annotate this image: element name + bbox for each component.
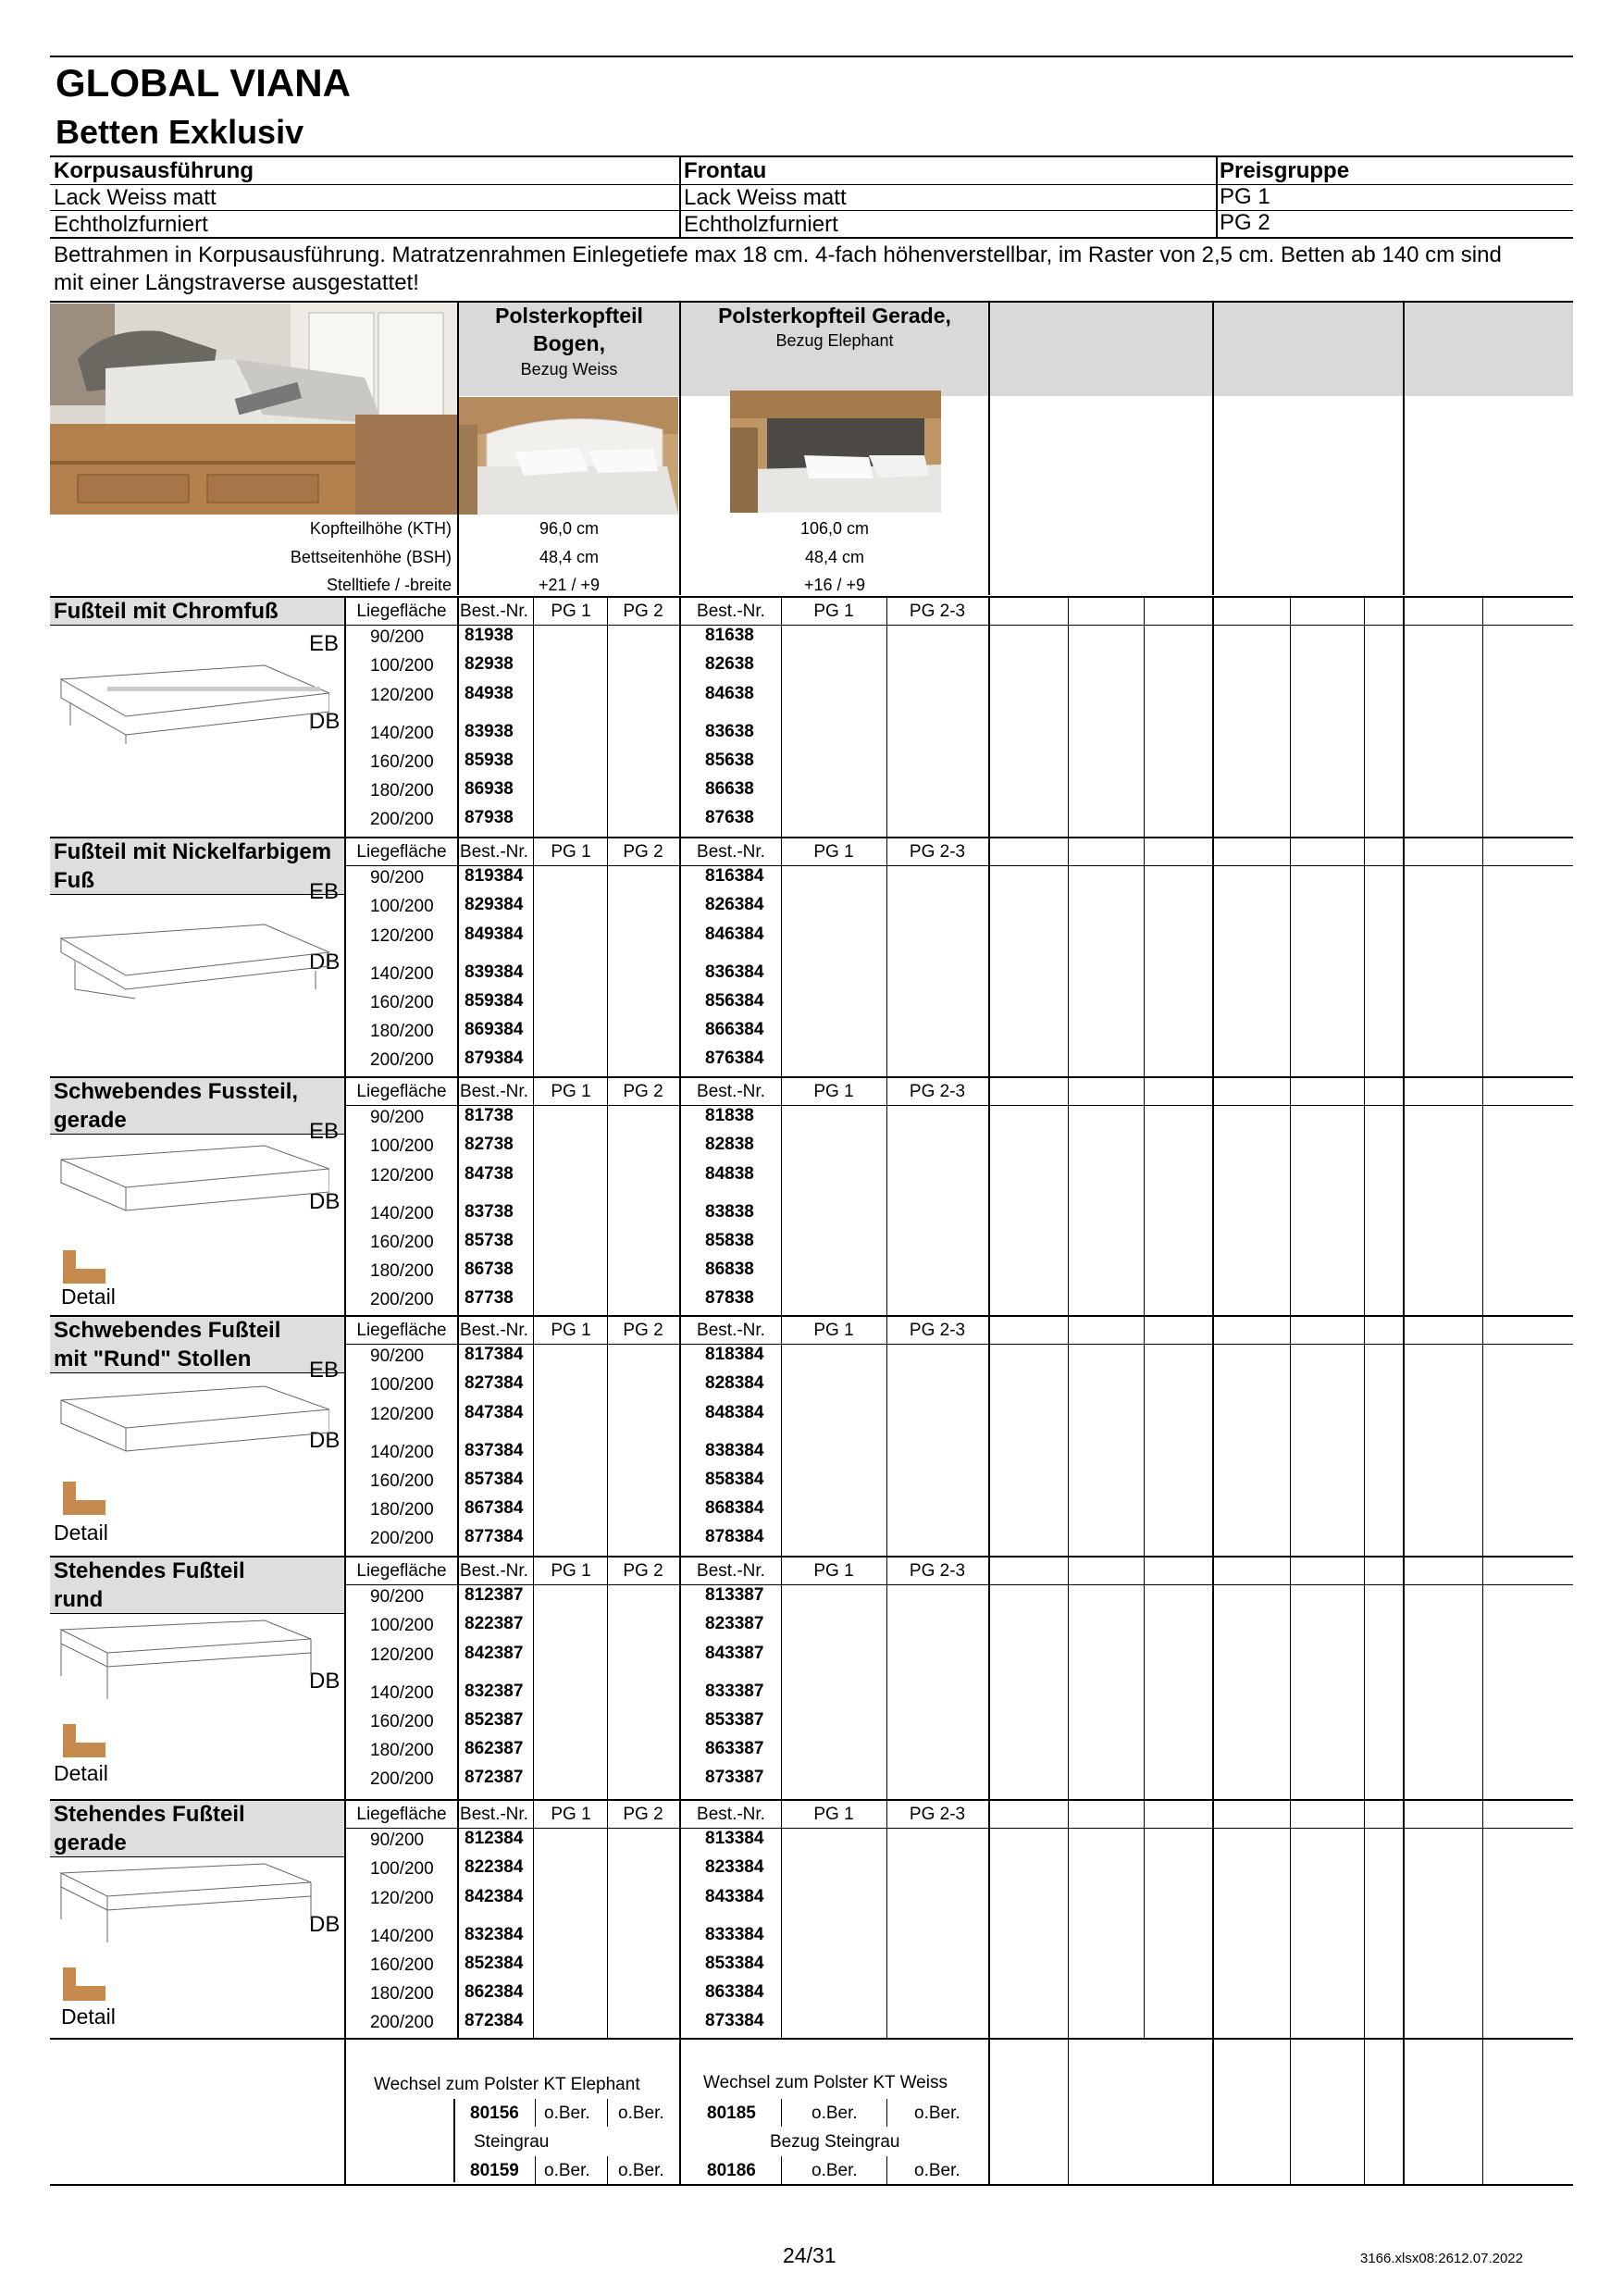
column-header: PG 2 [623, 1561, 663, 1581]
size-cell: 120/200 [370, 1645, 434, 1665]
order-number-v1: 83738 [465, 1202, 514, 1222]
order-number-v1: 86938 [465, 779, 514, 799]
column-header: Best.-Nr. [460, 1321, 528, 1340]
order-number-v1: 822387 [465, 1614, 524, 1633]
spec-cell: Echtholzfurniert [684, 212, 838, 237]
dim-v2: +16 / +9 [803, 576, 866, 594]
column-header: PG 2-3 [909, 1321, 966, 1340]
wechsel-right-p1: o.Ber. [812, 2104, 858, 2123]
column-header: PG 1 [551, 1321, 591, 1340]
order-number-v1: 819384 [465, 866, 524, 886]
column-header: PG 2 [623, 842, 663, 862]
size-cell: 90/200 [370, 1831, 425, 1850]
section-title-2: gerade [54, 1831, 127, 1855]
order-number-v2: 833387 [705, 1682, 764, 1701]
variant1-photo [459, 397, 678, 515]
size-cell: 180/200 [370, 1500, 434, 1520]
footboard-drawing [52, 1141, 329, 1234]
order-number-v2: 813384 [705, 1829, 764, 1848]
column-header: PG 1 [813, 1561, 854, 1581]
size-cell: 120/200 [370, 1405, 434, 1424]
column-header: Liegefläche [356, 1082, 447, 1101]
order-number-v2: 87838 [705, 1288, 754, 1308]
order-number-v2: 866384 [705, 1020, 764, 1039]
order-number-v2: 876384 [705, 1049, 764, 1068]
order-number-v2: 85838 [705, 1231, 754, 1250]
order-number-v2: 86638 [705, 779, 754, 799]
dim-label: Stelltiefe / -breite [326, 576, 452, 594]
column-header: PG 1 [813, 1321, 854, 1340]
order-number-v1: 832387 [465, 1682, 524, 1701]
column-header: Best.-Nr. [460, 602, 528, 621]
description-line-2: mit einer Längstraverse ausgestattet! [54, 270, 419, 295]
order-number-v1: 877384 [465, 1527, 524, 1546]
wechsel-left-p2: o.Ber. [618, 2104, 664, 2123]
size-cell: 100/200 [370, 1616, 434, 1635]
order-number-v1: 85738 [465, 1231, 514, 1250]
size-cell: 100/200 [370, 1136, 434, 1156]
order-number-v1: 82938 [465, 654, 514, 674]
size-cell: 200/200 [370, 1050, 434, 1070]
column-header: Best.-Nr. [460, 1561, 528, 1581]
order-number-v2: 878384 [705, 1527, 764, 1546]
wechsel-left-sub: Steingrau [474, 2132, 550, 2152]
brand-title: GLOBAL VIANA [56, 61, 351, 105]
bed-photo [50, 304, 457, 515]
db-label: DB [309, 1912, 341, 1937]
eb-label: EB [309, 1358, 340, 1383]
size-cell: 160/200 [370, 1233, 434, 1252]
order-number-v1: 86738 [465, 1260, 514, 1279]
order-number-v1: 85938 [465, 751, 514, 770]
column-header: Liegefläche [356, 1805, 447, 1824]
order-number-v1: 879384 [465, 1049, 524, 1068]
order-number-v2: 853387 [705, 1710, 764, 1730]
column-header: PG 2-3 [909, 842, 966, 862]
spec-head-korpus: Korpusausführung [54, 158, 254, 183]
size-cell: 90/200 [370, 627, 425, 647]
order-number-v1: 827384 [465, 1373, 524, 1393]
order-number-v1: 87738 [465, 1288, 514, 1308]
section-title: Schwebendes Fussteil, [54, 1079, 299, 1104]
order-number-v2: 82838 [705, 1135, 754, 1154]
size-cell: 160/200 [370, 1955, 434, 1975]
order-number-v1: 872387 [465, 1768, 524, 1787]
order-number-v2: 818384 [705, 1345, 764, 1364]
size-cell: 100/200 [370, 1375, 434, 1395]
order-number-v1: 849384 [465, 925, 524, 944]
wechsel-right-title: Wechsel zum Polster KT Weiss [703, 2073, 948, 2092]
order-number-v1: 847384 [465, 1403, 524, 1422]
wechsel-left-nr1: 80156 [470, 2104, 519, 2123]
detail-profile-icon [61, 1480, 107, 1517]
column-header: Liegefläche [356, 1561, 447, 1581]
size-cell: 90/200 [370, 1587, 425, 1607]
detail-label: Detail [61, 2004, 116, 2029]
detail-profile-icon [61, 1722, 107, 1759]
column-header: Best.-Nr. [697, 1805, 765, 1824]
order-number-v1: 84938 [465, 684, 514, 703]
size-cell: 90/200 [370, 1347, 425, 1366]
section-title-2: rund [54, 1587, 104, 1612]
spec-cell: PG 2 [1220, 210, 1270, 235]
variant2-title: Polsterkopfteil Gerade, [718, 304, 951, 328]
wechsel-left-p1: o.Ber. [544, 2104, 590, 2123]
variant1-sub: Bezug Weiss [520, 360, 618, 379]
size-cell: 140/200 [370, 1927, 434, 1946]
order-number-v2: 863387 [705, 1739, 764, 1758]
order-number-v2: 84838 [705, 1164, 754, 1184]
size-cell: 140/200 [370, 1204, 434, 1223]
order-number-v1: 862387 [465, 1739, 524, 1758]
wechsel-left-nr2: 80159 [470, 2161, 519, 2180]
order-number-v2: 86838 [705, 1260, 754, 1279]
section-title: Fußteil mit Nickelfarbigem [54, 839, 332, 864]
size-cell: 160/200 [370, 1471, 434, 1491]
order-number-v2: 838384 [705, 1441, 764, 1460]
spec-head-front: Frontau [684, 158, 767, 183]
footboard-drawing [52, 1382, 329, 1474]
order-number-v2: 856384 [705, 991, 764, 1011]
spec-cell: PG 1 [1220, 184, 1270, 209]
section-title-2: gerade [54, 1108, 127, 1133]
column-header: PG 1 [551, 1561, 591, 1581]
size-cell: 120/200 [370, 1889, 434, 1908]
order-number-v2: 813387 [705, 1585, 764, 1605]
file-stamp: 3166.xlsx08:2612.07.2022 [1360, 2251, 1523, 2266]
order-number-v2: 82638 [705, 654, 754, 674]
order-number-v2: 816384 [705, 866, 764, 886]
size-cell: 200/200 [370, 1290, 434, 1309]
order-number-v1: 81938 [465, 626, 514, 645]
order-number-v2: 868384 [705, 1498, 764, 1518]
column-header: Best.-Nr. [697, 842, 765, 862]
order-number-v2: 826384 [705, 895, 764, 914]
wechsel-right-nr1: 80185 [707, 2104, 756, 2123]
column-header: PG 2-3 [909, 1561, 966, 1581]
order-number-v2: 858384 [705, 1470, 764, 1489]
wechsel-right-nr2: 80186 [707, 2161, 756, 2180]
db-label: DB [309, 1189, 341, 1214]
size-cell: 100/200 [370, 656, 434, 676]
wechsel-left-p3: o.Ber. [544, 2161, 590, 2180]
detail-profile-icon [61, 1248, 107, 1285]
size-cell: 120/200 [370, 1166, 434, 1185]
size-cell: 100/200 [370, 897, 434, 916]
wechsel-right-p4: o.Ber. [914, 2161, 960, 2180]
size-cell: 180/200 [370, 1022, 434, 1041]
order-number-v1: 842384 [465, 1887, 524, 1906]
order-number-v1: 832384 [465, 1925, 524, 1944]
variant2-sub: Bezug Elephant [775, 331, 894, 350]
wechsel-left-p4: o.Ber. [618, 2161, 664, 2180]
size-cell: 180/200 [370, 1261, 434, 1281]
size-cell: 100/200 [370, 1859, 434, 1879]
order-number-v1: 839384 [465, 962, 524, 982]
column-header: PG 1 [813, 602, 854, 621]
column-header: PG 1 [551, 842, 591, 862]
variant2-photo [730, 391, 941, 513]
order-number-v1: 817384 [465, 1345, 524, 1364]
section-title: Stehendes Fußteil [54, 1802, 245, 1827]
order-number-v1: 857384 [465, 1470, 524, 1489]
size-cell: 200/200 [370, 1769, 434, 1789]
order-number-v2: 873384 [705, 2011, 764, 2030]
order-number-v1: 842387 [465, 1644, 524, 1663]
size-cell: 160/200 [370, 752, 434, 772]
detail-profile-icon [61, 1966, 107, 2003]
column-header: Best.-Nr. [697, 1321, 765, 1340]
wechsel-right-p2: o.Ber. [914, 2104, 960, 2123]
db-label: DB [309, 949, 341, 974]
column-header: Liegefläche [356, 602, 447, 621]
size-cell: 120/200 [370, 686, 434, 705]
size-cell: 200/200 [370, 1529, 434, 1548]
order-number-v2: 836384 [705, 962, 764, 982]
order-number-v2: 84638 [705, 684, 754, 703]
order-number-v1: 87938 [465, 808, 514, 827]
size-cell: 200/200 [370, 810, 434, 829]
order-number-v1: 812384 [465, 1829, 524, 1848]
footboard-drawing [52, 1611, 329, 1704]
footboard-drawing [52, 652, 329, 744]
column-header: PG 1 [551, 602, 591, 621]
column-header: Best.-Nr. [697, 602, 765, 621]
order-number-v2: 83838 [705, 1202, 754, 1222]
size-cell: 90/200 [370, 1108, 425, 1127]
column-header: Best.-Nr. [460, 1805, 528, 1824]
order-number-v2: 833384 [705, 1925, 764, 1944]
variant1-title-1: Polsterkopfteil [495, 304, 643, 328]
order-number-v1: 82738 [465, 1135, 514, 1154]
order-number-v2: 843384 [705, 1887, 764, 1906]
size-cell: 180/200 [370, 1984, 434, 2004]
description-line-1: Bettrahmen in Korpusausführung. Matratzenrahmen Einlegetiefe max 18 cm. 4-fach höhenverstellbar, im Raster von 2,5 cm. Betten ab 140 cm sind [54, 242, 1502, 267]
size-cell: 140/200 [370, 724, 434, 743]
wechsel-left-title: Wechsel zum Polster KT Elephant [374, 2075, 640, 2094]
column-header: PG 1 [813, 1082, 854, 1101]
order-number-v2: 828384 [705, 1373, 764, 1393]
order-number-v1: 852384 [465, 1954, 524, 1973]
column-header: PG 2 [623, 1321, 663, 1340]
order-number-v1: 872384 [465, 2011, 524, 2030]
order-number-v1: 862384 [465, 1982, 524, 2002]
spec-head-preis: Preisgruppe [1220, 158, 1350, 183]
order-number-v1: 852387 [465, 1710, 524, 1730]
eb-label: EB [309, 1119, 340, 1144]
order-number-v2: 846384 [705, 925, 764, 944]
size-cell: 140/200 [370, 1443, 434, 1462]
detail-label: Detail [61, 1285, 116, 1309]
order-number-v2: 87638 [705, 808, 754, 827]
db-label: DB [309, 1669, 341, 1694]
column-header: Best.-Nr. [460, 1082, 528, 1101]
spec-cell: Echtholzfurniert [54, 212, 208, 237]
order-number-v2: 81638 [705, 626, 754, 645]
size-cell: 160/200 [370, 993, 434, 1012]
dim-v2: 106,0 cm [799, 519, 870, 538]
order-number-v2: 853384 [705, 1954, 764, 1973]
order-number-v2: 873387 [705, 1768, 764, 1787]
section-title-2: Fuß [54, 868, 94, 893]
column-header: PG 1 [551, 1082, 591, 1101]
order-number-v1: 84738 [465, 1164, 514, 1184]
order-number-v1: 81738 [465, 1106, 514, 1125]
variant1-title-2: Bogen, [533, 331, 605, 355]
order-number-v2: 823384 [705, 1857, 764, 1877]
detail-label: Detail [54, 1761, 108, 1785]
dim-v2: 48,4 cm [804, 548, 865, 566]
column-header: Liegefläche [356, 1321, 447, 1340]
section-title-2: mit "Rund" Stollen [54, 1347, 252, 1371]
column-header: Best.-Nr. [697, 1561, 765, 1581]
dim-v1: 48,4 cm [539, 548, 600, 566]
column-header: PG 1 [813, 842, 854, 862]
detail-label: Detail [54, 1520, 108, 1545]
size-cell: 200/200 [370, 2013, 434, 2032]
page-subtitle: Betten Exklusiv [56, 113, 304, 151]
order-number-v1: 869384 [465, 1020, 524, 1039]
section-title: Stehendes Fußteil [54, 1558, 245, 1583]
eb-label: EB [309, 879, 340, 904]
size-cell: 180/200 [370, 1741, 434, 1760]
column-header: PG 1 [551, 1805, 591, 1824]
order-number-v1: 83938 [465, 722, 514, 741]
column-header: Liegefläche [356, 842, 447, 862]
dim-v1: +21 / +9 [538, 576, 601, 594]
size-cell: 140/200 [370, 1683, 434, 1703]
order-number-v1: 829384 [465, 895, 524, 914]
order-number-v1: 822384 [465, 1857, 524, 1877]
column-header: PG 2-3 [909, 1082, 966, 1101]
column-header: Best.-Nr. [697, 1082, 765, 1101]
dim-label: Kopfteilhöhe (KTH) [309, 519, 452, 538]
size-cell: 180/200 [370, 781, 434, 800]
column-header: PG 1 [813, 1805, 854, 1824]
size-cell: 140/200 [370, 964, 434, 984]
spec-cell: Lack Weiss matt [54, 185, 217, 210]
order-number-v2: 83638 [705, 722, 754, 741]
size-cell: 90/200 [370, 868, 425, 887]
db-label: DB [309, 1428, 341, 1453]
order-number-v2: 81838 [705, 1106, 754, 1125]
order-number-v2: 848384 [705, 1403, 764, 1422]
size-cell: 120/200 [370, 926, 434, 946]
order-number-v1: 837384 [465, 1441, 524, 1460]
page-number: 24/31 [783, 2243, 836, 2267]
db-label: DB [309, 709, 341, 734]
wechsel-right-sub: Bezug Steingrau [770, 2132, 900, 2152]
order-number-v1: 867384 [465, 1498, 524, 1518]
order-number-v2: 85638 [705, 751, 754, 770]
eb-label: EB [309, 631, 340, 656]
footboard-drawing [52, 911, 329, 1003]
wechsel-right-p3: o.Ber. [812, 2161, 858, 2180]
column-header: PG 2 [623, 1082, 663, 1101]
column-header: PG 2 [623, 602, 663, 621]
order-number-v2: 863384 [705, 1982, 764, 2002]
spec-cell: Lack Weiss matt [684, 185, 847, 210]
order-number-v2: 823387 [705, 1614, 764, 1633]
section-title: Fußteil mit Chromfuß [54, 599, 279, 624]
section-title: Schwebendes Fußteil [54, 1318, 281, 1343]
column-header: PG 2 [623, 1805, 663, 1824]
order-number-v1: 812387 [465, 1585, 524, 1605]
column-header: PG 2-3 [909, 1805, 966, 1824]
column-header: PG 2-3 [909, 602, 966, 621]
order-number-v2: 843387 [705, 1644, 764, 1663]
dim-label: Bettseitenhöhe (BSH) [290, 548, 452, 566]
dim-v1: 96,0 cm [539, 519, 600, 538]
size-cell: 160/200 [370, 1712, 434, 1731]
order-number-v1: 859384 [465, 991, 524, 1011]
footboard-drawing [52, 1855, 329, 1947]
column-header: Best.-Nr. [460, 842, 528, 862]
